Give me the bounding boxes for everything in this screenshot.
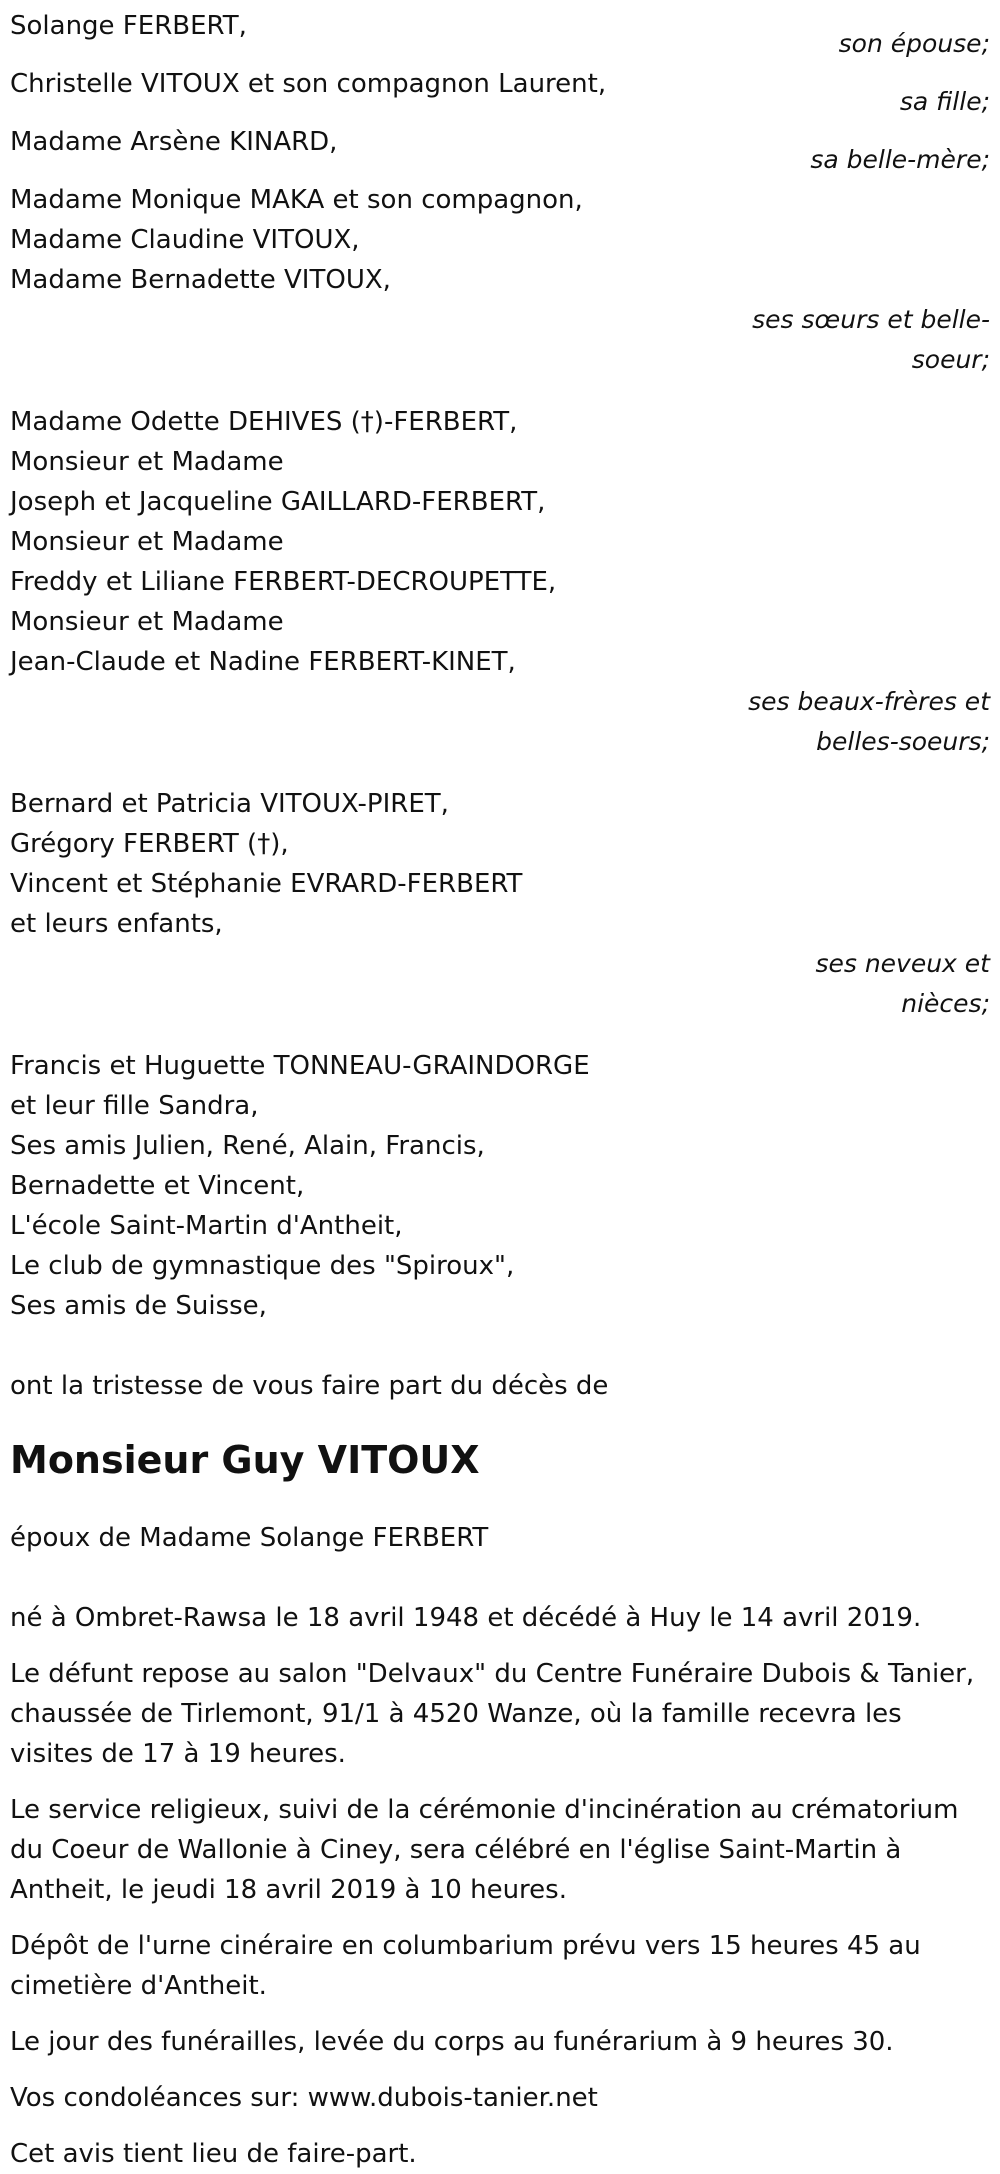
family-name-line: Bernard et Patricia VITOUX-PIRET, bbox=[10, 789, 449, 819]
family-name-line: Joseph et Jacqueline GAILLARD-FERBERT, bbox=[10, 487, 546, 517]
family-name-line: Monsieur et Madame bbox=[10, 527, 284, 557]
family-group-nephews bbox=[10, 784, 990, 1024]
family-group-mother-in-law bbox=[10, 122, 990, 180]
family-role: ses sœurs et belle- soeur; bbox=[752, 305, 990, 374]
family-role: sa fille; bbox=[899, 87, 990, 116]
family-role: ses neveux et nièces; bbox=[815, 949, 990, 1018]
family-name-line: Le club de gymnastique des "Spiroux", bbox=[10, 1251, 515, 1281]
family-name-line: Ses amis de Suisse, bbox=[10, 1291, 267, 1321]
family-name-line: Christelle VITOUX et son compagnon Laurent, bbox=[10, 69, 607, 99]
family-name-line: Madame Claudine VITOUX, bbox=[10, 225, 360, 255]
family-name-line: Monsieur et Madame bbox=[10, 607, 284, 637]
family-name-line: Monsieur et Madame bbox=[10, 447, 284, 477]
family-name-line: Madame Bernadette VITOUX, bbox=[10, 265, 391, 295]
notice-paragraph: Cet avis tient lieu de faire-part. bbox=[10, 2139, 417, 2169]
spouse-of-text: époux de Madame Solange FERBERT bbox=[10, 1523, 489, 1553]
family-name-line: Madame Arsène KINARD, bbox=[10, 127, 338, 157]
condolences-paragraph: Vos condoléances sur: www.dubois-tanier.net bbox=[10, 2083, 598, 2113]
family-role: son épouse; bbox=[838, 29, 990, 58]
family-name-line: Bernadette et Vincent, bbox=[10, 1171, 305, 1201]
family-name-line: Ses amis Julien, René, Alain, Francis, bbox=[10, 1131, 485, 1161]
family-name-line: Madame Odette DEHIVES (†)-FERBERT, bbox=[10, 407, 518, 437]
family-group-daughter bbox=[10, 64, 990, 122]
funeral-day-paragraph: Le jour des funérailles, levée du corps au funérarium à 9 heures 30. bbox=[10, 2027, 894, 2057]
birth-death-paragraph: né à Ombret-Rawsa le 18 avril 1948 et décédé à Huy le 14 avril 2019. bbox=[10, 1603, 922, 1633]
details-section bbox=[10, 1598, 990, 2174]
family-name-line: et leur fille Sandra, bbox=[10, 1091, 259, 1121]
family-name-line: L'école Saint-Martin d'Antheit, bbox=[10, 1211, 403, 1241]
family-group-spouse bbox=[10, 6, 990, 64]
family-role: sa belle-mère; bbox=[810, 145, 990, 174]
family-group-friends bbox=[10, 1046, 990, 1326]
family-name-line: Grégory FERBERT (†), bbox=[10, 829, 289, 859]
family-name-line: Vincent et Stéphanie EVRARD-FERBERT bbox=[10, 869, 523, 899]
announcement-text: ont la tristesse de vous faire part du décès de bbox=[10, 1371, 609, 1401]
deceased-name: Monsieur Guy VITOUX bbox=[10, 1438, 480, 1482]
family-group-sisters bbox=[10, 180, 990, 380]
family-name-line: Solange FERBERT, bbox=[10, 11, 247, 41]
family-role: ses beaux-frères et belles-soeurs; bbox=[748, 687, 990, 756]
service-paragraph: Le service religieux, suivi de la cérémonie d'incinération au crématorium du Coeur de Wallonie à Ciney, sera célébré en l'église Saint-Martin à Antheit, le jeudi 18 avril 2019 à 10 heures. bbox=[10, 1795, 959, 1905]
urn-paragraph: Dépôt de l'urne cinéraire en columbarium prévu vers 15 heures 45 au cimetière d'Antheit. bbox=[10, 1931, 921, 2001]
family-name-line: Jean-Claude et Nadine FERBERT-KINET, bbox=[10, 647, 516, 677]
family-name-line: Madame Monique MAKA et son compagnon, bbox=[10, 185, 583, 215]
family-name-line: Freddy et Liliane FERBERT-DECROUPETTE, bbox=[10, 567, 557, 597]
family-group-in-laws bbox=[10, 402, 990, 762]
family-name-line: Francis et Huguette TONNEAU-GRAINDORGE bbox=[10, 1051, 590, 1081]
family-name-line: et leurs enfants, bbox=[10, 909, 223, 939]
viewing-paragraph: Le défunt repose au salon "Delvaux" du Centre Funéraire Dubois & Tanier, chaussée de Tirlemont, 91/1 à 4520 Wanze, où la famille recevra les visites de 17 à 19 heures. bbox=[10, 1659, 975, 1769]
